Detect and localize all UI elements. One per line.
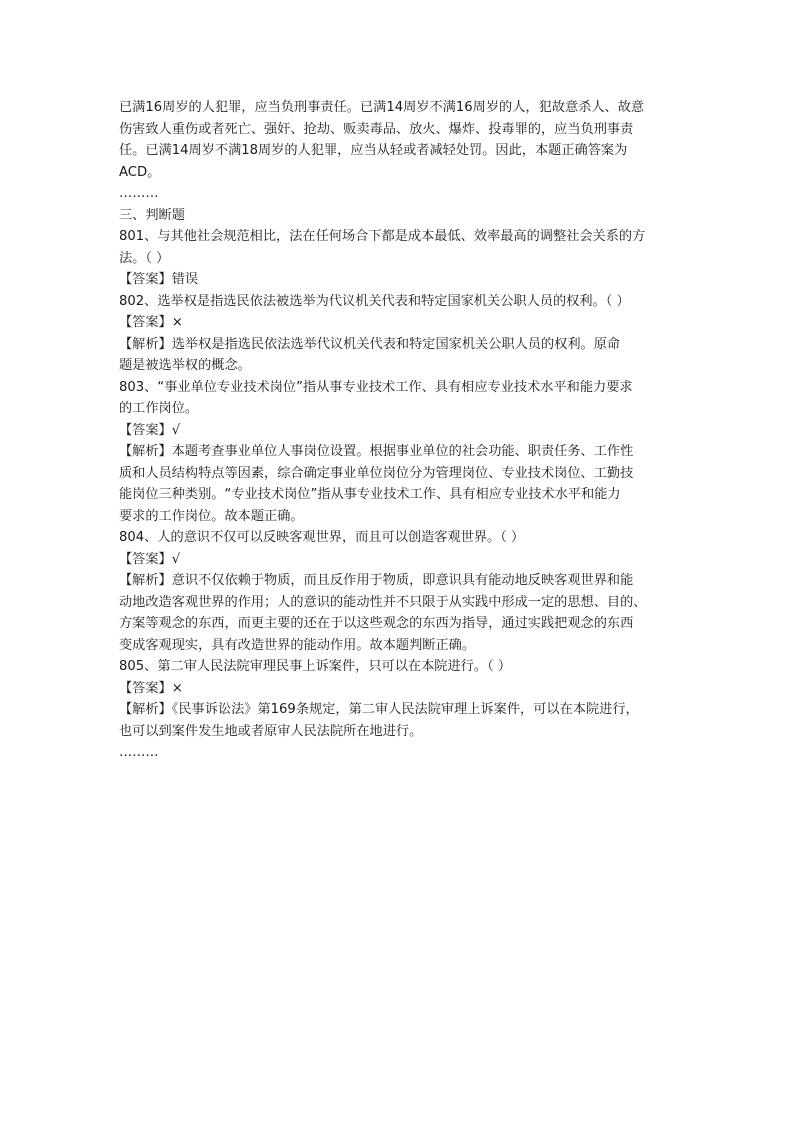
answer-801: 【答案】错误 — [119, 272, 199, 287]
text-line: 已满16周岁的人犯罪，应当负刑事责任。已满14周岁不满16周岁的人，犯故意杀人、故意 — [119, 100, 645, 115]
analysis-803-cont: 要求的工作岗位。故本题正确。 — [119, 508, 304, 524]
analysis-804-cont: 方案等观念的东西，而更主要的还在于以这些观念的东西为指导，通过实践把观念的东西 — [119, 616, 634, 631]
analysis-804-cont: 变成客观现实，具有改造世界的能动作用。故本题判断正确。 — [119, 637, 476, 653]
question-803-cont: 的工作岗位。 — [119, 401, 199, 416]
answer-804: 【答案】√ — [119, 551, 181, 567]
analysis-805: 【解析】《民事诉讼法》第169条规定，第二审人民法院审理上诉案件，可以在本院进行， — [119, 702, 639, 717]
ellipsis-line: ……… — [119, 186, 159, 201]
analysis-802: 【解析】选举权是指选民依法选举代议机关代表和特定国家机关公职人员的权利。原命 — [119, 336, 621, 352]
text-line: 任。已满14周岁不满18周岁的人犯罪，应当从轻或者减轻处罚。因此，本题正确答案为 — [119, 143, 628, 158]
analysis-802-cont: 题是被选举权的概念。 — [119, 358, 251, 373]
text-line: ACD。 — [119, 164, 161, 180]
analysis-804: 【解析】意识不仅依赖于物质，而且反作用于物质，即意识具有能动地反映客观世界和能 — [119, 573, 634, 588]
answer-803: 【答案】√ — [119, 422, 181, 438]
question-802: 802、选举权是指选民依法被选举为代议机关代表和特定国家机关公职人员的权利。（ ） — [119, 293, 630, 309]
answer-802: 【答案】× — [119, 315, 183, 330]
question-803: 803、“事业单位专业技术岗位”指从事专业技术工作、具有相应专业技术水平和能力要求 — [119, 379, 633, 395]
analysis-803-cont: 质和人员结构特点等因素，综合确定事业单位岗位分为管理岗位、专业技术岗位、工勤技 — [119, 465, 634, 481]
analysis-805-cont: 也可以到案件发生地或者原审人民法院所在地进行。 — [119, 723, 423, 739]
answer-805: 【答案】× — [119, 680, 183, 696]
analysis-803: 【解析】本题考查事业单位人事岗位设置。根据事业单位的社会功能、职责任务、工作性 — [119, 444, 634, 459]
question-801-cont: 法。（ ） — [119, 250, 170, 266]
analysis-804-cont: 动地改造客观世界的作用；人的意识的能动性并不只限于从实践中形成一定的思想、目的、 — [119, 594, 647, 610]
question-805: 805、第二审人民法院审理民事上诉案件，只可以在本院进行。（ ） — [119, 659, 512, 674]
document-body — [119, 97, 681, 764]
section-heading: 三、判断题 — [119, 207, 185, 223]
text-line: 伤害致人重伤或者死亡、强奸、抢劫、贩卖毒品、放火、爆炸、投毒罪的，应当负刑事责 — [119, 121, 634, 137]
analysis-803-cont: 能岗位三种类别。“专业技术岗位”指从事专业技术工作、具有相应专业技术水平和能力 — [119, 487, 621, 502]
question-801: 801、与其他社会规范相比，法在任何场合下都是成本最低、效率最高的调整社会关系的方 — [119, 229, 646, 244]
question-804: 804、人的意识不仅可以反映客观世界，而且可以创造客观世界。（ ） — [119, 530, 525, 545]
ellipsis-line: ……… — [119, 745, 159, 760]
